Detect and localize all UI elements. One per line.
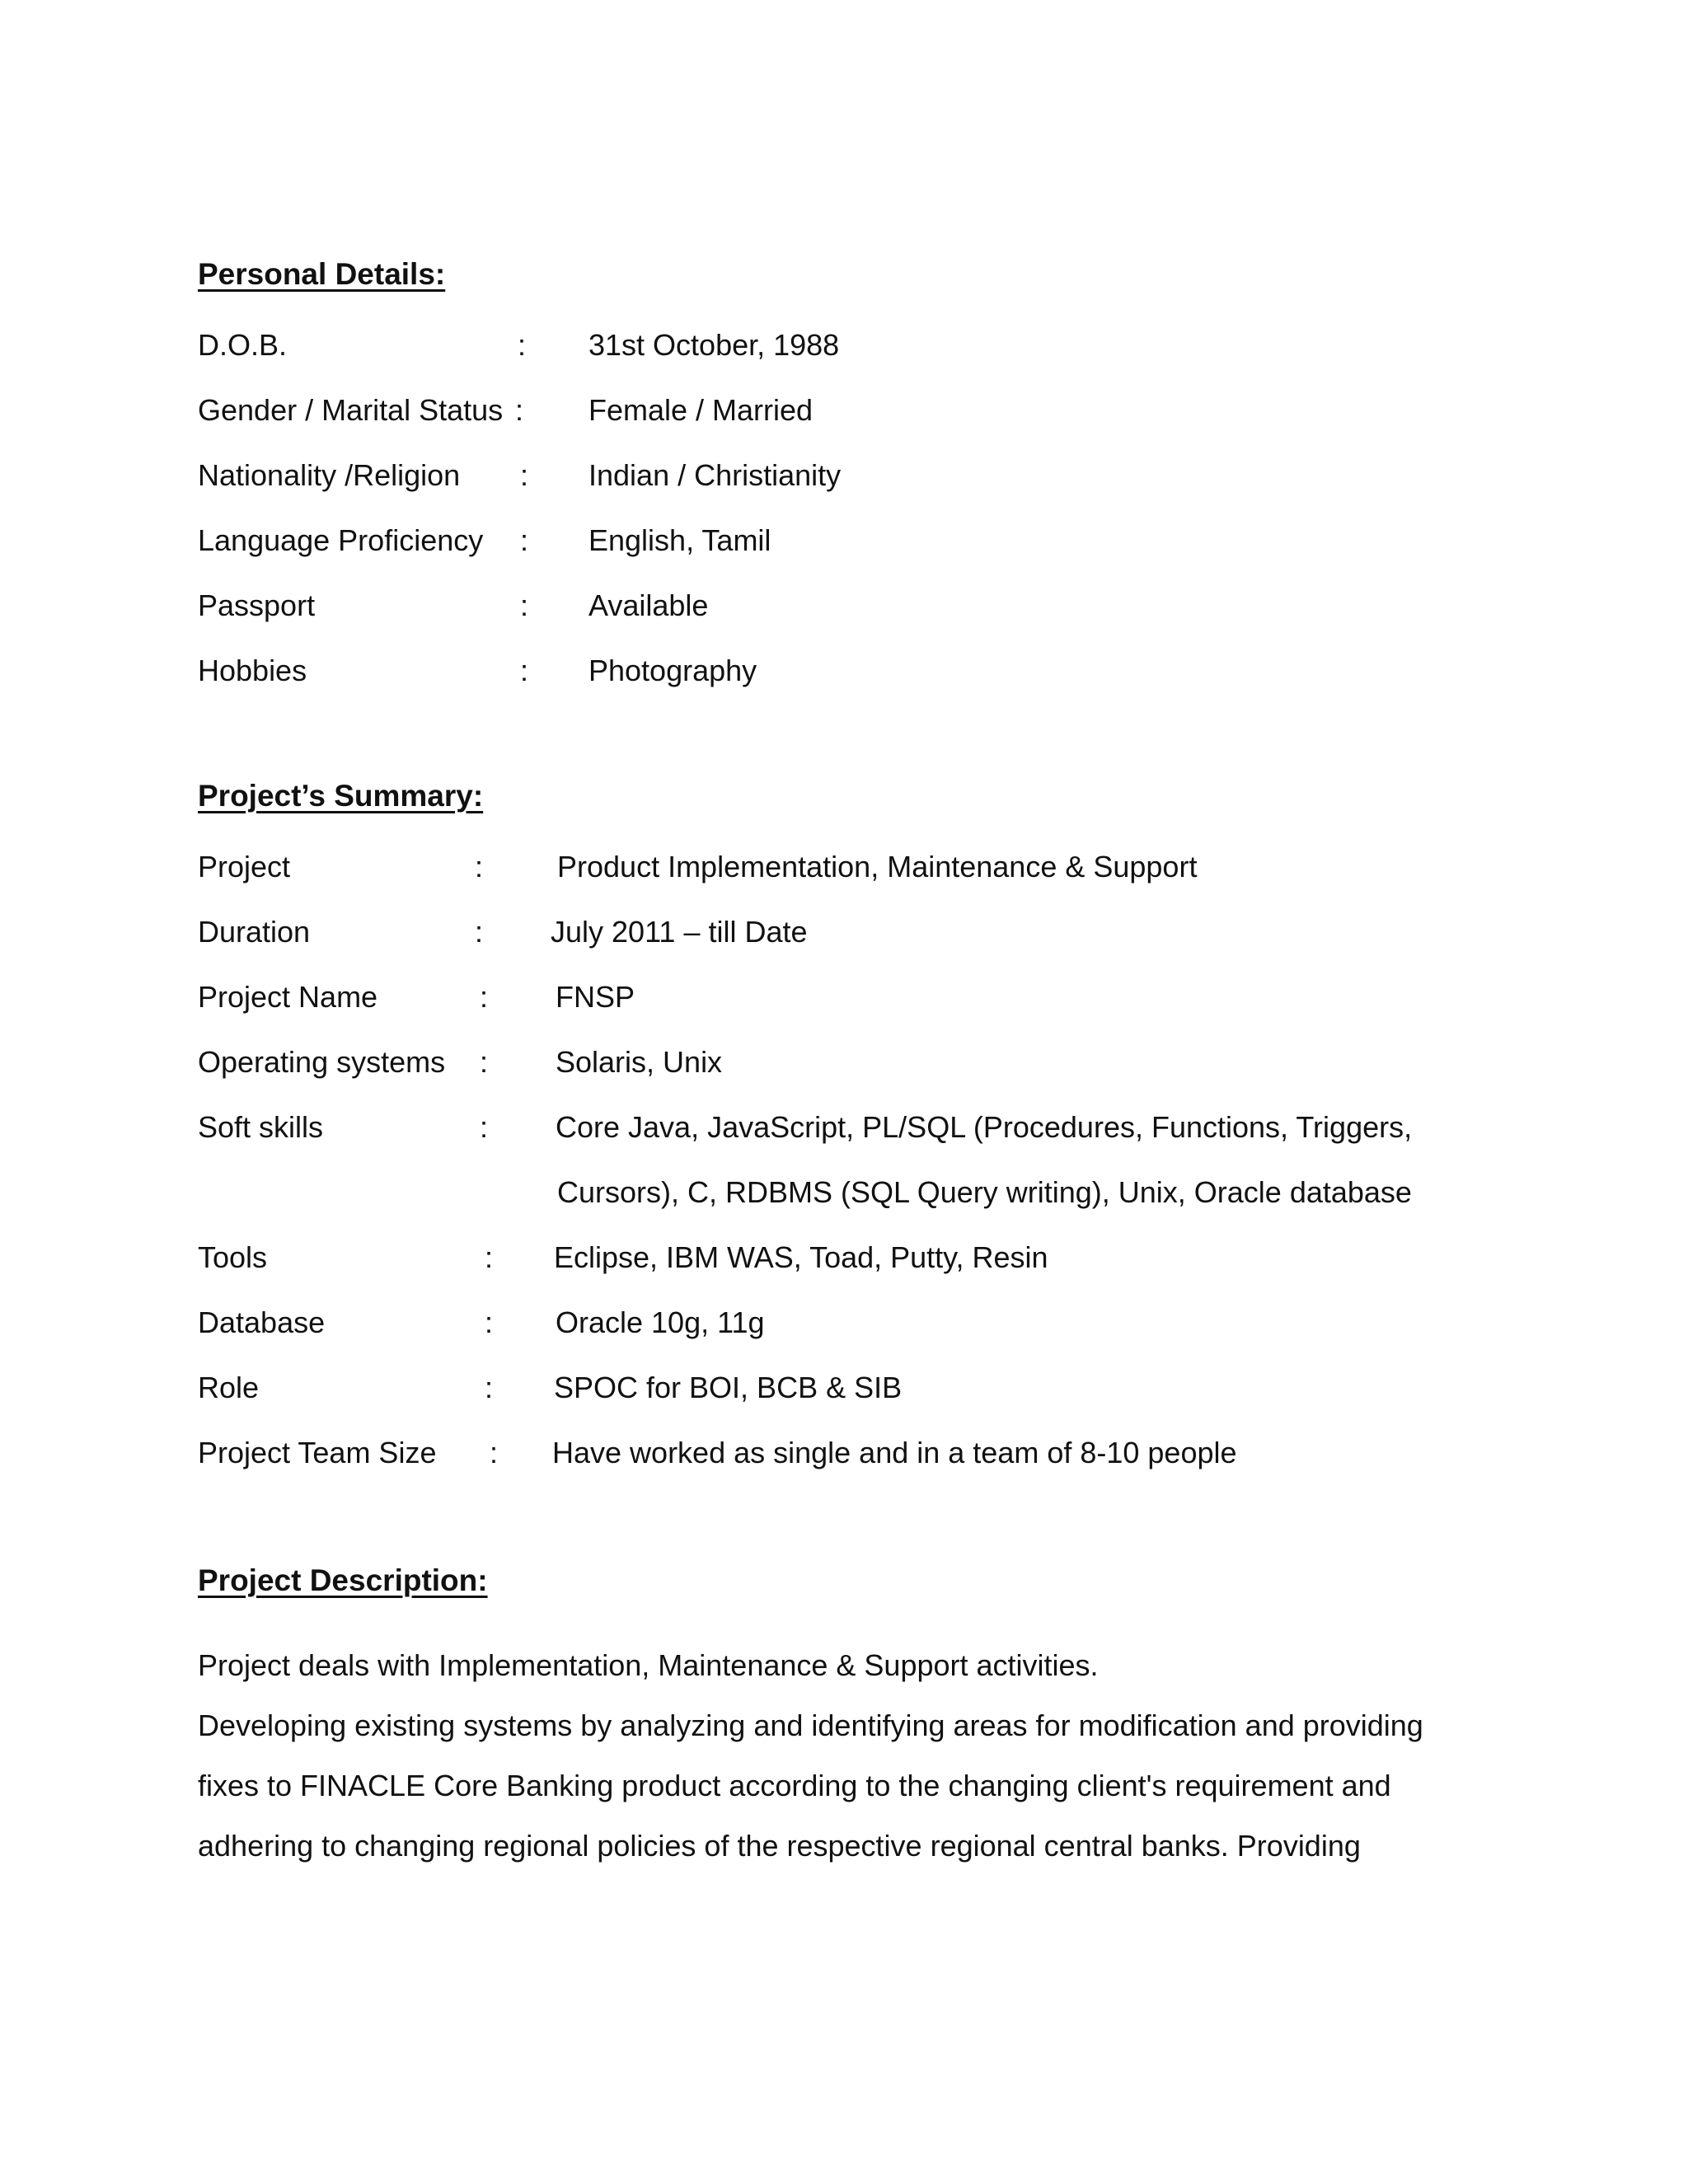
field-label: Duration <box>198 915 311 949</box>
field-separator: : <box>485 1305 494 1339</box>
field-separator: : <box>520 588 529 622</box>
field-value: Product Implementation, Maintenance & Support <box>557 850 1198 883</box>
field-separator: : <box>485 1240 494 1274</box>
field-label: Language Proficiency <box>198 523 484 557</box>
field-label: Project <box>198 850 291 883</box>
field-separator: : <box>485 1371 494 1404</box>
personal-details-heading: Personal Details: <box>198 257 446 291</box>
description-line: Developing existing systems by analyzing and identifying areas for modification and providing <box>198 1708 1423 1742</box>
field-value: Eclipse, IBM WAS, Toad, Putty, Resin <box>554 1240 1048 1274</box>
field-label: Hobbies <box>198 654 307 687</box>
field-value: SPOC for BOI, BCB & SIB <box>554 1371 903 1404</box>
field-separator: : <box>475 915 484 949</box>
field-value: FNSP <box>556 980 635 1014</box>
field-separator: : <box>520 654 529 687</box>
field-value: Available <box>588 588 709 622</box>
field-value: Indian / Christianity <box>588 458 842 492</box>
field-label: Gender / Marital Status <box>198 393 504 427</box>
field-label: Role <box>198 1371 260 1404</box>
field-value: Cursors), C, RDBMS (SQL Query writing), Unix, Oracle database <box>557 1175 1412 1209</box>
field-label: Project Team Size <box>198 1436 437 1469</box>
field-value: July 2011 – till Date <box>551 915 808 949</box>
field-label: Passport <box>198 588 316 622</box>
field-label: Soft skills <box>198 1110 324 1144</box>
field-label: Project Name <box>198 980 378 1014</box>
field-separator: : <box>475 850 484 883</box>
field-value: Oracle 10g, 11g <box>556 1305 765 1339</box>
field-value: Have worked as single and in a team of 8-10 people <box>552 1436 1237 1469</box>
field-label: Operating systems <box>198 1045 446 1079</box>
field-separator: : <box>480 980 489 1014</box>
field-label: D.O.B. <box>198 328 288 362</box>
field-value: 31st October, 1988 <box>588 328 840 362</box>
project-summary-heading: Project’s Summary: <box>198 779 484 813</box>
field-value: English, Tamil <box>588 523 771 557</box>
field-separator: : <box>515 393 524 427</box>
field-separator: : <box>490 1436 499 1469</box>
description-line: adhering to changing regional policies of the respective regional central banks. Providing <box>198 1829 1361 1863</box>
field-value: Solaris, Unix <box>556 1045 723 1079</box>
field-value: Core Java, JavaScript, PL/SQL (Procedures, Functions, Triggers, <box>556 1110 1413 1144</box>
field-label: Nationality /Religion <box>198 458 461 492</box>
field-value: Female / Married <box>588 393 814 427</box>
field-separator: : <box>520 458 529 492</box>
field-separator: : <box>520 523 529 557</box>
field-separator: : <box>480 1045 489 1079</box>
field-separator: : <box>518 328 527 362</box>
description-line: fixes to FINACLE Core Banking product according to the changing client's requirement and <box>198 1769 1391 1802</box>
field-separator: : <box>480 1110 489 1144</box>
field-value: Photography <box>588 654 757 687</box>
field-label: Database <box>198 1305 326 1339</box>
project-description-heading: Project Description: <box>198 1563 488 1597</box>
description-line: Project deals with Implementation, Maintenance & Support activities. <box>198 1648 1099 1682</box>
field-label: Tools <box>198 1240 268 1274</box>
